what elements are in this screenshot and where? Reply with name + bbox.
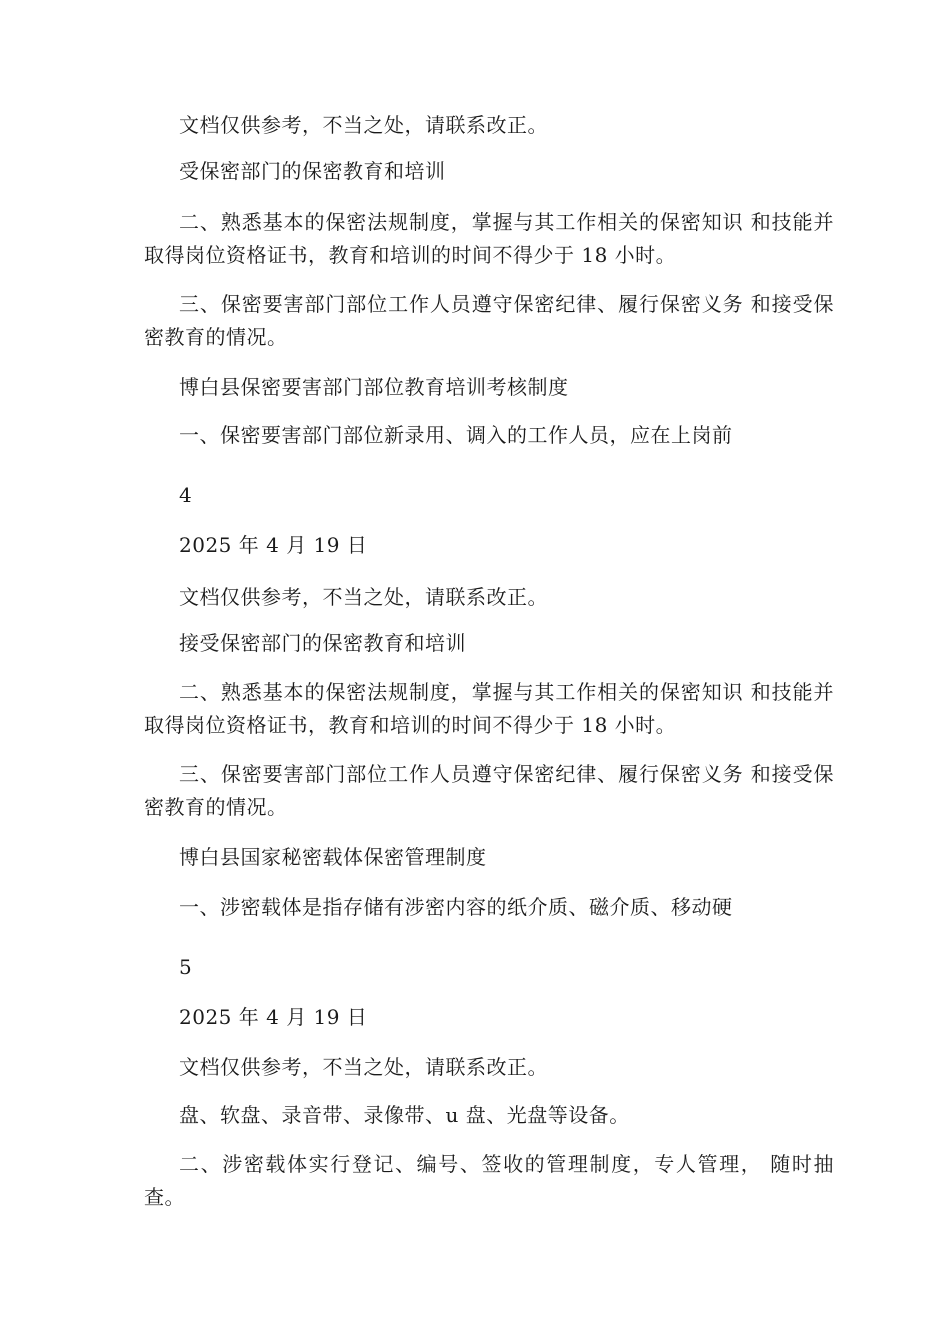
text-line: 受保密部门的保密教育和培训 (179, 159, 446, 183)
paragraph: 二、涉密载体实行登记、编号、签收的管理制度，专人管理， 随时抽查。 (144, 1152, 834, 1209)
paragraph: 二、熟悉基本的保密法规制度，掌握与其工作相关的保密知识 和技能并取得岗位资格证书，教育和培训的时间不得少于 18 小时。 (144, 210, 834, 267)
text-line: 一、保密要害部门部位新录用、调入的工作人员，应在上岗前 (179, 423, 733, 447)
page-number: 4 (179, 483, 193, 507)
date-line: 2025 年 4 月 19 日 (179, 1005, 368, 1029)
header-note: 文档仅供参考，不当之处，请联系改正。 (179, 113, 548, 137)
page-number: 5 (179, 955, 193, 979)
section-title: 博白县保密要害部门部位教育培训考核制度 (179, 375, 569, 399)
text-line: 盘、软盘、录音带、录像带、u 盘、光盘等设备。 (179, 1103, 630, 1127)
paragraph: 三、保密要害部门部位工作人员遵守保密纪律、履行保密义务 和接受保密教育的情况。 (144, 292, 834, 349)
header-note: 文档仅供参考，不当之处，请联系改正。 (179, 1055, 548, 1079)
header-note: 文档仅供参考，不当之处，请联系改正。 (179, 585, 548, 609)
text-line: 一、涉密载体是指存储有涉密内容的纸介质、磁介质、移动硬 (179, 895, 733, 919)
paragraph: 三、保密要害部门部位工作人员遵守保密纪律、履行保密义务 和接受保密教育的情况。 (144, 762, 834, 819)
text-line: 接受保密部门的保密教育和培训 (179, 631, 466, 655)
date-line: 2025 年 4 月 19 日 (179, 533, 368, 557)
section-title: 博白县国家秘密载体保密管理制度 (179, 845, 487, 869)
paragraph: 二、熟悉基本的保密法规制度，掌握与其工作相关的保密知识 和技能并取得岗位资格证书，教育和培训的时间不得少于 18 小时。 (144, 680, 834, 737)
